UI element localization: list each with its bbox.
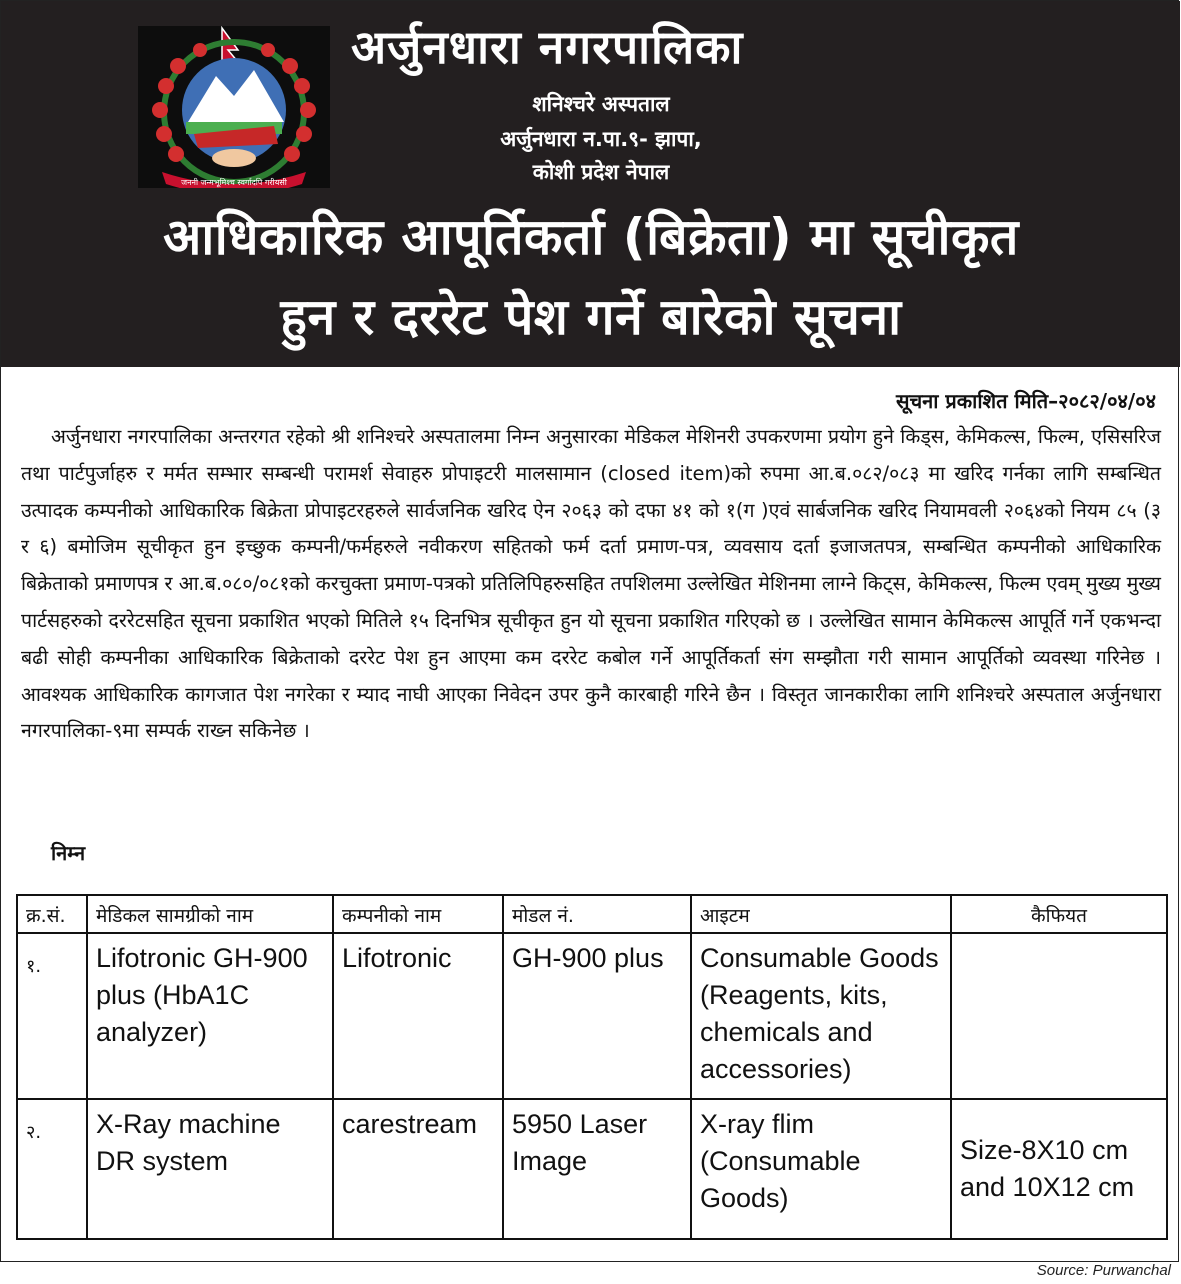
row-remark: Size-8X10 cm and 10X12 cm: [951, 1099, 1167, 1239]
hospital-name: शनिश्चरे अस्पताल: [532, 92, 670, 116]
row-model: 5950 Laser Image: [503, 1099, 691, 1239]
publish-date: सूचना प्रकाशित मिति–२०८२/०४/०४: [895, 389, 1156, 413]
row-item: X-ray flim (Consumable Goods): [691, 1099, 951, 1239]
header-sn: क्र.सं.: [17, 895, 87, 933]
row-company: Lifotronic: [333, 933, 503, 1099]
row-item-name: X-Ray machine DR system: [87, 1099, 333, 1239]
table-row: [17, 1099, 1167, 1239]
list-label: निम्न: [51, 841, 86, 865]
header-medical-item-name: मेडिकल सामग्रीको नाम: [87, 895, 333, 933]
header-item: आइटम: [691, 895, 951, 933]
org-name: अर्जुनधारा नगरपालिका: [351, 20, 744, 74]
row-sn: २.: [17, 1099, 87, 1239]
hospital-address: अर्जुनधारा न.पा.९- झापा,: [500, 127, 702, 151]
row-model: GH-900 plus: [503, 933, 691, 1099]
svg-text:जननी जन्मभूमिश्च स्वर्गादपि गर: जननी जन्मभूमिश्च स्वर्गादपि गरीयसी: [181, 178, 287, 187]
hospital-province: कोशी प्रदेश नेपाल: [532, 160, 670, 184]
row-item-name: Lifotronic GH-900 plus (HbA1C analyzer): [87, 933, 333, 1099]
row-sn: १.: [17, 933, 87, 1099]
source-credit: Source: Purwanchal: [1036, 1262, 1171, 1279]
table-row: [17, 933, 1167, 1099]
row-remark: [951, 933, 1167, 1099]
notice-body: अर्जुनधारा नगरपालिका अन्तरगत रहेको श्री शनिश्चरे अस्पतालमा निम्न अनुसारका मेडिकल मेशिनरी उपकरणमा प्रयोग हुने किड्स, केमिकल्स, फिल्म, एसिसरिज तथा पार्टपुर्जाहरु र मर्मत सम्भार सम्बन्धी परामर्श सेवाहरु प्रोपाइटरी मालसामान (closed item)को रुपमा आ.ब.०८२/०८३ मा खरिद गर्नका लागि सम्बन्धित उत्पादक कम्पनीको आधिकारिक बिक्रेता प्रोपाइटरहरुले सार्वजनिक खरिद ऐन २०६३ को दफा ४१ को १(ग )एवं सार्बजनिक खरिद नियामवली २०६४को नियम ८५ (३ र ६) बमोजिम सूचीकृत हुन इच्छुक कम्पनी/फर्महरुले नवीकरण सहितको फर्म दर्ता प्रमाण-पत्र, व्यवसाय दर्ता इजाजतपत्र, सम्बन्धित कम्पनीको आधिकारिक बिक्रेताको प्रमाणपत्र र आ.ब.०८०/०८१को करचुक्ता प्रमाण-पत्रको प्रतिलिपिहरुसहित तपशिलमा उल्लेखित मेशिनमा लाग्ने किट्स, केमिकल्स, फिल्म एवम् मुख्य मुख्य पार्टसहरुको दररेटसहित सूचना प्रकाशित भएको मितिले १५ दिनभित्र सूचीकृत हुन यो सूचना प्रकाशित गरिएको छ । उल्लेखित सामान केमिकल्स आपूर्ति गर्ने एकभन्दा बढी सोही कम्पनीका आधिकारिक बिक्रेताको दररेट पेश हुन आएमा कम दररेट कबोल गर्ने आपूर्तिकर्ता संग सम्झौता गरी सामान आपूर्तिको व्यवस्था गरिनेछ । आवश्यक आधिकारिक कागजात पेश नगरेका र म्याद नाघी आएका निवेदन उपर कुनै कारबाही गरिने छैन । विस्तृत जानकारीका लागि शनिश्चरे अस्पताल अर्जुनधारा नगरपालिका-९मा सम्पर्क राख्न सकिनेछ ।: [21, 425, 1161, 743]
row-company: carestream: [333, 1099, 503, 1239]
notice-headline-line1: आधिकारिक आपूर्तिकर्ता (बिक्रेता) मा सूचीकृत: [163, 208, 1019, 266]
table-header-row: [17, 895, 1167, 933]
notice-header: [1, 1, 1180, 367]
header-model-no: मोडल नं.: [503, 895, 691, 933]
notice-headline-line2: हुन र दररेट पेश गर्ने बारेको सूचना: [280, 288, 902, 346]
items-table: [16, 894, 1168, 1240]
row-item: Consumable Goods (Reagents, kits, chemicals and accessories): [691, 933, 951, 1099]
header-remarks: कैफियत: [951, 895, 1167, 933]
nepal-emblem-icon: [138, 26, 330, 188]
header-company-name: कम्पनीको नाम: [333, 895, 503, 933]
